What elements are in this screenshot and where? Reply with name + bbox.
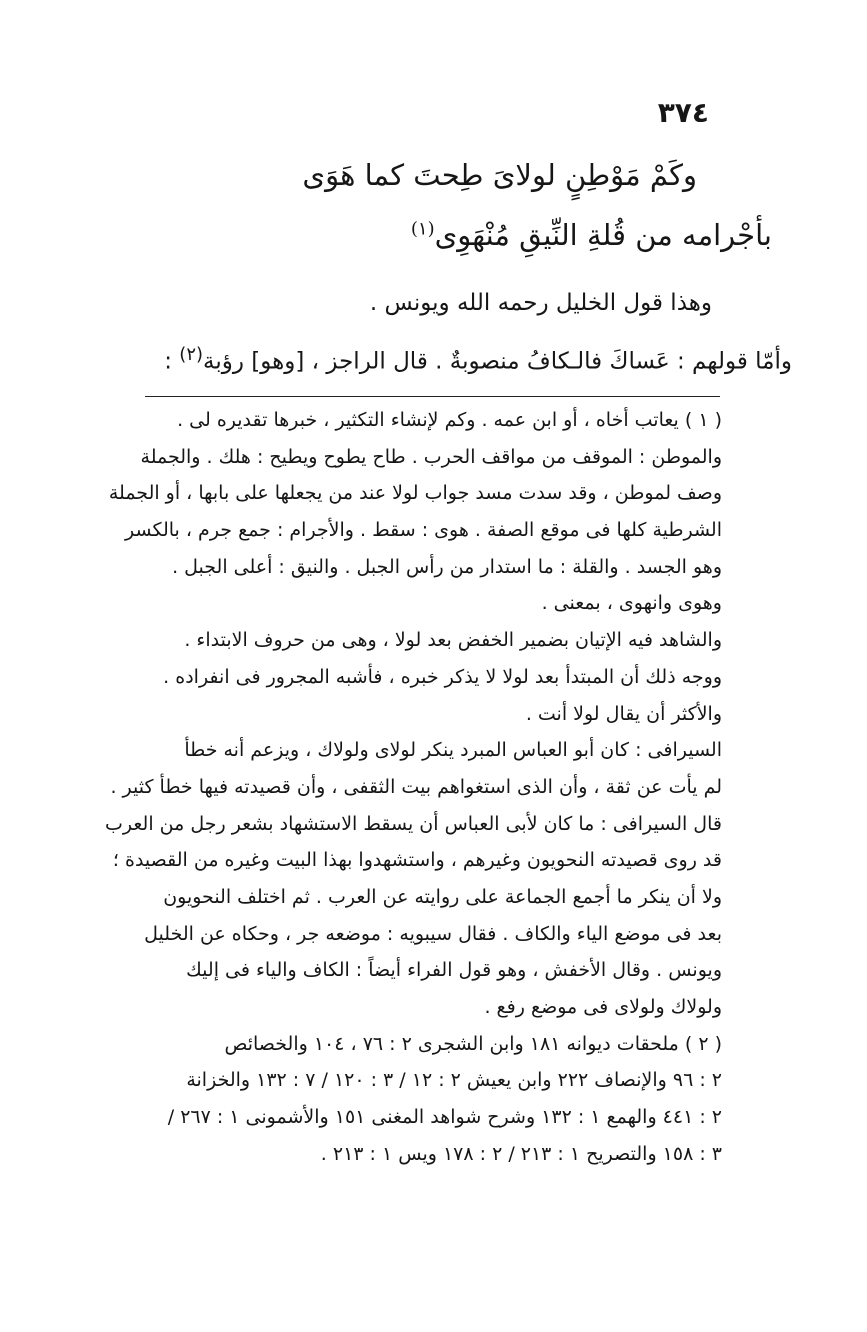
footnote-line: ٢ : ٩٦ والإنصاف ٢٢٢ وابن يعيش ٢ : ١٢ / ٣ : ١٢٠ / ٧ : ١٣٢ والخزانة (186, 1069, 722, 1092)
main-text-line-2 (164, 344, 792, 375)
footnote-separator (145, 396, 720, 397)
footnote-line: ٢ : ٤٤١ والهمع ١ : ١٣٢ وشرح شواهد المغنى ١٥١ والأشمونى ١ : ٢٦٧ / (167, 1106, 722, 1129)
poem-verse-line-1-text: وكَمْ مَوْطِنٍ لولاىَ طِحتَ كما هَوَى (302, 158, 697, 192)
footnote-line: بعد فى موضع الياء والكاف . فقال سيبويه : موضعه جر ، وحكاه عن الخليل (144, 922, 722, 945)
footnote-line: الشرطية كلها فى موقع الصفة . هوى : سقط . والأجرام : جمع جرم ، بالكسر (125, 519, 722, 542)
footnote-line: لم يأت عن ثقة ، وأن الذى استغواهم بيت الثقفى ، وأن قصيدته فيها خطأ كثير . (110, 775, 722, 798)
footnote-line: السيرافى : كان أبو العباس المبرد ينكر لولاى ولولاك ، ويزعم أنه خطأ (184, 739, 722, 762)
footnote-line: والشاهد فيه الإتيان بضمير الخفض بعد لولا ، وهى من حروف الابتداء . (184, 629, 722, 652)
footnote-line: قال السيرافى : ما كان لأبى العباس أن يسقط الاستشهاد بشعر رجل من العرب (105, 812, 722, 835)
footnote-line: ووجه ذلك أن المبتدأ بعد لولا لا يذكر خبره ، فأشبه المجرور فى انفراده . (163, 665, 722, 688)
footnote-line: وصف لموطن ، وقد سدت مسد جواب لولا عند من يجعلها على بابها ، أو الجملة (108, 482, 722, 505)
poem-verse-line-2 (411, 218, 772, 252)
footnote-ref-2[interactable]: (٢) (179, 344, 204, 365)
footnote-line: ( ٢ ) ملحقات ديوانه ١٨١ وابن الشجرى ٢ : ٧٦ ، ١٠٤ والخصائص (224, 1032, 722, 1055)
poem-verse-line-1 (302, 158, 697, 192)
main-text-line-2-body: وأمّا قولهم : عَساكَ فالـكافُ منصوبةٌ . قال الراجز ، [وهو] رؤبة (203, 348, 792, 375)
footnote-line: ويونس . وقال الأخفش ، وهو قول الفراء أيضاً : الكاف والياء فى إليك (186, 959, 722, 982)
footnote-line: ولولاك ولولاى فى موضع رفع . (484, 996, 722, 1018)
poem-verse-line-2-text: بأجْرامه من قُلةِ النِّيقِ مُنْهَوِى (434, 218, 772, 252)
footnote-line: وهوى وانهوى ، بمعنى . (541, 592, 722, 615)
footnote-line: ٣ : ١٥٨ والتصريح ١ : ٢١٣ / ٢ : ١٧٨ ويس ١ : ٢١٣ . (320, 1142, 722, 1165)
main-text-line-1: وهذا قول الخليل رحمه الله ويونس . (369, 290, 712, 316)
footnote-line: والأكثر أن يقال لولا أنت . (525, 702, 722, 725)
footnote-line: والموطن : الموقف من مواقف الحرب . طاح يطوح ويطيح : هلك . والجملة (140, 445, 722, 468)
footnote-line: وهو الجسد . والقلة : ما استدار من رأس الجبل . والنيق : أعلى الجبل . (172, 555, 722, 578)
footnote-ref-1[interactable]: (١) (410, 218, 435, 240)
page-number: ٣٧٤ (657, 96, 709, 129)
footnotes-block (67, 402, 722, 1172)
footnote-line: قد روى قصيدته النحويون وغيرهم ، واستشهدوا بهذا البيت وغيره من القصيدة ؛ (112, 849, 722, 872)
footnote-line: ( ١ ) يعاتب أخاه ، أو ابن عمه . وكم لإنشاء التكثير ، خبرها تقديره لى . (177, 409, 722, 431)
main-text-line-2-end: : (164, 348, 180, 375)
footnote-line: ولا أن ينكر ما أجمع الجماعة على روايته عن العرب . ثم اختلف النحويون (163, 885, 722, 908)
